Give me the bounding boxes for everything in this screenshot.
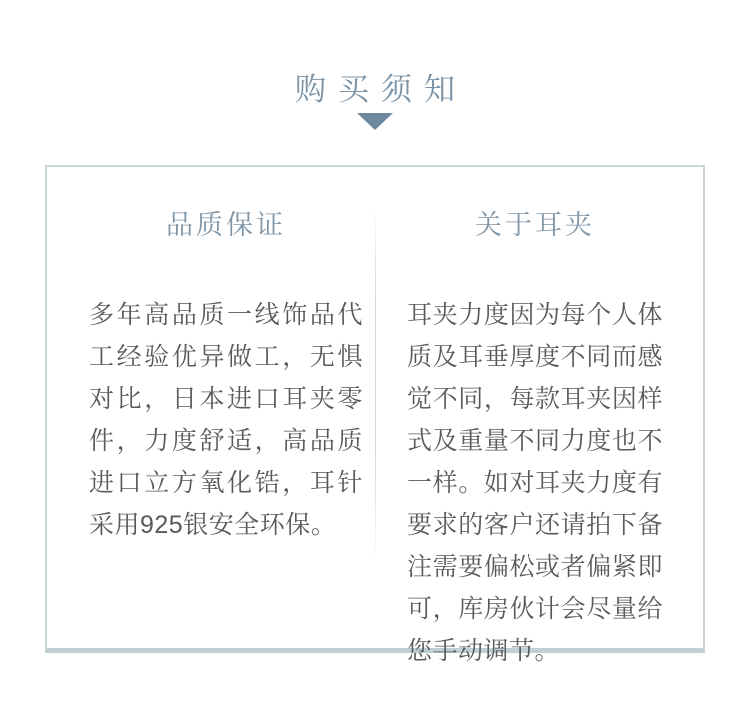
about-ear-clips-heading: 关于耳夹	[475, 210, 595, 240]
about-ear-clips-column	[375, 167, 703, 665]
down-triangle-icon	[357, 113, 393, 130]
column-divider	[375, 205, 376, 565]
notice-columns	[47, 167, 703, 665]
notice-box	[45, 165, 705, 665]
page-title: 购买须知	[295, 72, 467, 107]
quality-guarantee-column	[47, 167, 375, 648]
quality-guarantee-text: 多年高品质一线饰品代工经验优异做工，无惧对比，日本进口耳夹零件，力度舒适，高品质进口立方氧化锆，耳针采用925银安全环保。	[89, 301, 363, 539]
quality-guarantee-heading: 品质保证	[166, 210, 286, 240]
about-ear-clips-text: 耳夹力度因为每个人体质及耳垂厚度不同而感觉不同，每款耳夹因样式及重量不同力度也不一样。如对耳夹力度有要求的客户还请拍下备注需要偏松或者偏紧即可，库房伙计会尽量给您手动调节。	[407, 301, 663, 665]
